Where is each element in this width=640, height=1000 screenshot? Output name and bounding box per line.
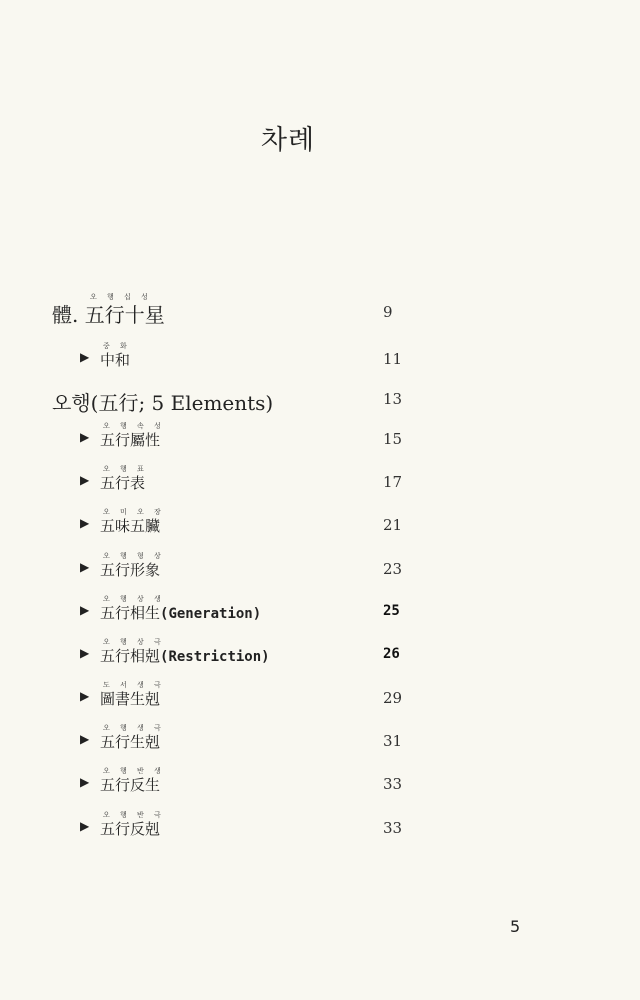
triangle-bullet-icon: ▶: [80, 689, 90, 703]
ruby-reading: 도 서 생 극: [103, 681, 165, 689]
toc-entry[interactable]: [0, 290, 640, 330]
page-number: 25: [383, 603, 400, 619]
triangle-bullet-icon: ▶: [80, 732, 90, 746]
ruby-reading: 오 행 형 상: [103, 552, 165, 560]
toc-entry[interactable]: [0, 420, 640, 460]
page-number: 26: [383, 646, 400, 662]
toc-entry[interactable]: [0, 679, 640, 719]
toc-entry[interactable]: [0, 636, 640, 676]
triangle-bullet-icon: ▶: [80, 430, 90, 444]
triangle-bullet-icon: ▶: [80, 603, 90, 617]
toc-entry[interactable]: [0, 809, 640, 849]
triangle-bullet-icon: ▶: [80, 560, 90, 574]
ruby-reading: 오 행 상 생: [103, 595, 165, 603]
entry-label: 五行生剋: [100, 733, 161, 751]
ruby-reading: 오 행 속 성: [103, 422, 165, 430]
entry-label: 中和: [100, 351, 131, 369]
ruby-reading: 오 행 생 극: [103, 724, 165, 732]
page-number: 11: [383, 350, 403, 368]
entry-label: 圖書生剋: [100, 690, 161, 708]
toc-entry[interactable]: [0, 550, 640, 590]
ruby-reading: 오 행 반 생: [103, 767, 165, 775]
triangle-bullet-icon: ▶: [80, 646, 90, 660]
entry-label: 五行反生: [100, 776, 161, 794]
entry-label-english: (Restriction): [160, 649, 270, 665]
toc-entry[interactable]: [0, 506, 640, 546]
entry-label: 體. 五行十星: [52, 303, 165, 327]
entry-label: [100, 602, 261, 623]
folio-page-number: 5: [510, 917, 521, 936]
page-number: 21: [383, 516, 403, 534]
ruby-reading: 중 화: [103, 342, 131, 350]
page-number: 17: [383, 473, 403, 491]
page-number: 33: [383, 819, 403, 837]
page-number: 23: [383, 560, 403, 578]
entry-label: 五行形象: [100, 561, 161, 579]
entry-label-hanja: 五行相剋: [100, 647, 161, 665]
toc-entry[interactable]: [0, 765, 640, 805]
ruby-reading: 오 행 상 극: [103, 638, 165, 646]
ruby-reading: 오 행 표: [103, 465, 148, 473]
page-number: 31: [383, 732, 403, 750]
triangle-bullet-icon: ▶: [80, 350, 90, 364]
toc-entry[interactable]: [0, 463, 640, 503]
triangle-bullet-icon: ▶: [80, 775, 90, 789]
toc-entry[interactable]: [0, 380, 640, 420]
entry-label-hanja: 五行相生: [100, 604, 161, 622]
triangle-bullet-icon: ▶: [80, 516, 90, 530]
page-number: 15: [383, 430, 403, 448]
entry-label: 五行屬性: [100, 431, 161, 449]
page-title: 차례: [260, 125, 316, 156]
triangle-bullet-icon: ▶: [80, 473, 90, 487]
page-number: 29: [383, 689, 403, 707]
ruby-reading: 오 행 반 극: [103, 811, 165, 819]
entry-label: 五味五臟: [100, 517, 161, 535]
triangle-bullet-icon: ▶: [80, 819, 90, 833]
toc-entry[interactable]: [0, 340, 640, 380]
ruby-reading: 오 행 십 성: [90, 293, 152, 301]
toc-entry[interactable]: [0, 722, 640, 762]
toc-entry[interactable]: [0, 593, 640, 633]
entry-label-english: (Generation): [160, 606, 262, 622]
entry-label: [100, 645, 270, 666]
page-number: 13: [383, 390, 403, 408]
ruby-reading: 오 미 오 장: [103, 508, 165, 516]
entry-label: 五行表: [100, 474, 146, 492]
entry-label: 五行反剋: [100, 820, 161, 838]
page-number: 33: [383, 775, 403, 793]
page-number: 9: [383, 303, 393, 321]
entry-label: 오행(五行; 5 Elements): [52, 391, 274, 415]
